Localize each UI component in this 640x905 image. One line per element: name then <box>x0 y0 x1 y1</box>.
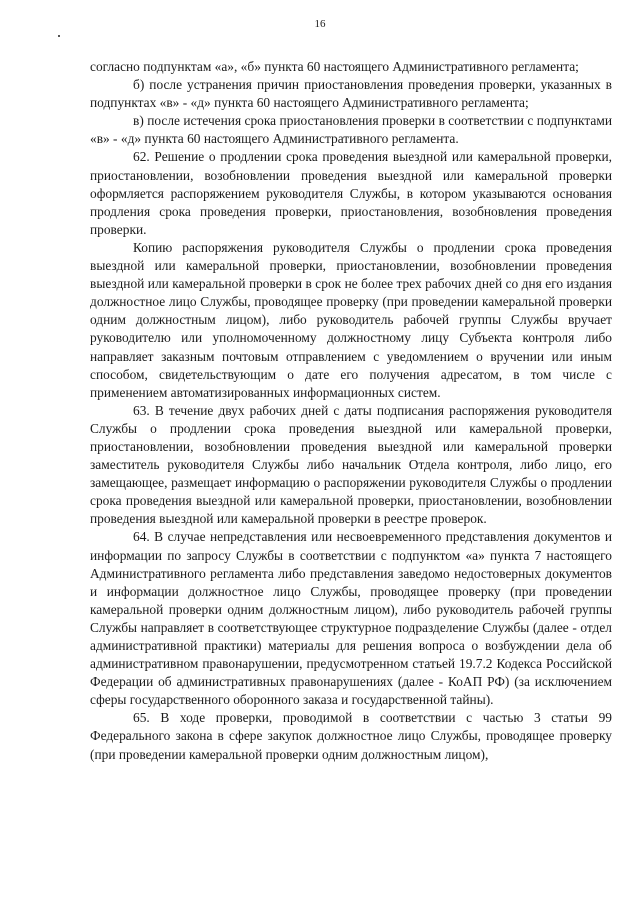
document-body <box>90 58 612 764</box>
paragraph: 62. Решение о продлении срока проведения выездной или камеральной проверки, приостановлении, возобновлении проведения выездной или камеральной проверки оформляется распоряжением руководителя Службы, в котором указываются основания продления срока проведения проверки, приостановления, возобновления проведения проверки. <box>90 149 612 237</box>
paragraph: б) после устранения причин приостановления проведения проверки, указанных в подпунктах «в» - «д» пункта 60 настоящего Административного регламента; <box>90 77 612 111</box>
scan-mark <box>58 35 60 37</box>
paragraph: 64. В случае непредставления или несвоевременного представления документов и информации по запросу Службы в соответствии с подпунктом «а» пункта 7 настоящего Административного регламента либо представления заведомо недостоверных документов и информации должностное лицо Службы, проводящее проверку (при проведении камеральной проверки одним должностным лицом), либо руководитель рабочей группы Службы направляет в соответствующее структурное подразделение Службы (далее - отдел административной практики) материалы для решения вопроса о возбуждении дела об административном правонарушении, предусмотренном статьей 19.7.2 Кодекса Российской Федерации об административных правонарушениях (далее - КоАП РФ) (за исключением сферы государственного оборонного заказа и государственной тайны). <box>90 529 612 708</box>
paragraph: в) после истечения срока приостановления проверки в соответствии с подпунктами «в» - «д» пункта 60 настоящего Административного регламента. <box>90 113 612 147</box>
paragraph: 63. В течение двух рабочих дней с даты подписания распоряжения руководителя Службы о продлении срока проведения выездной или камеральной проверки, приостановлении, возобновлении проведения выездной или камеральной проверки заместитель руководителя Службы либо начальник Отдела контроля, либо лицо, его замещающее, размещает информацию о распоряжении руководителя Службы о продлении срока проведения выездной или камеральной проверки, приостановлении, возобновлении проведения выездной или камеральной проверки в реестре проверок. <box>90 402 612 527</box>
paragraph: 65. В ходе проверки, проводимой в соответствии с частью 3 статьи 99 Федерального закона в сфере закупок должностное лицо Службы, проводящее проверку (при проведении камеральной проверки одним должностным лицом), <box>90 710 612 762</box>
page-number: 16 <box>314 18 326 30</box>
paragraph: согласно подпунктам «а», «б» пункта 60 настоящего Административного регламента; <box>90 59 579 74</box>
paragraph: Копию распоряжения руководителя Службы о продлении срока проведения выездной или камеральной проверки, приостановлении, возобновлении проведения выездной или камеральной проверки в срок не более трех рабочих дней со дня его издания должностное лицо Службы, проводящее проверку (при проведении камеральной проверки одним должностным лицом), либо руководитель рабочей группы Службы вручает руководителю или уполномоченному должностному лицу Субъекта контроля либо направляет заказным почтовым отправлением с уведомлением о вручении или иным способом, свидетельствующим о дате его получения адресатом, в том числе с применением автоматизированных информационных систем. <box>90 239 612 400</box>
